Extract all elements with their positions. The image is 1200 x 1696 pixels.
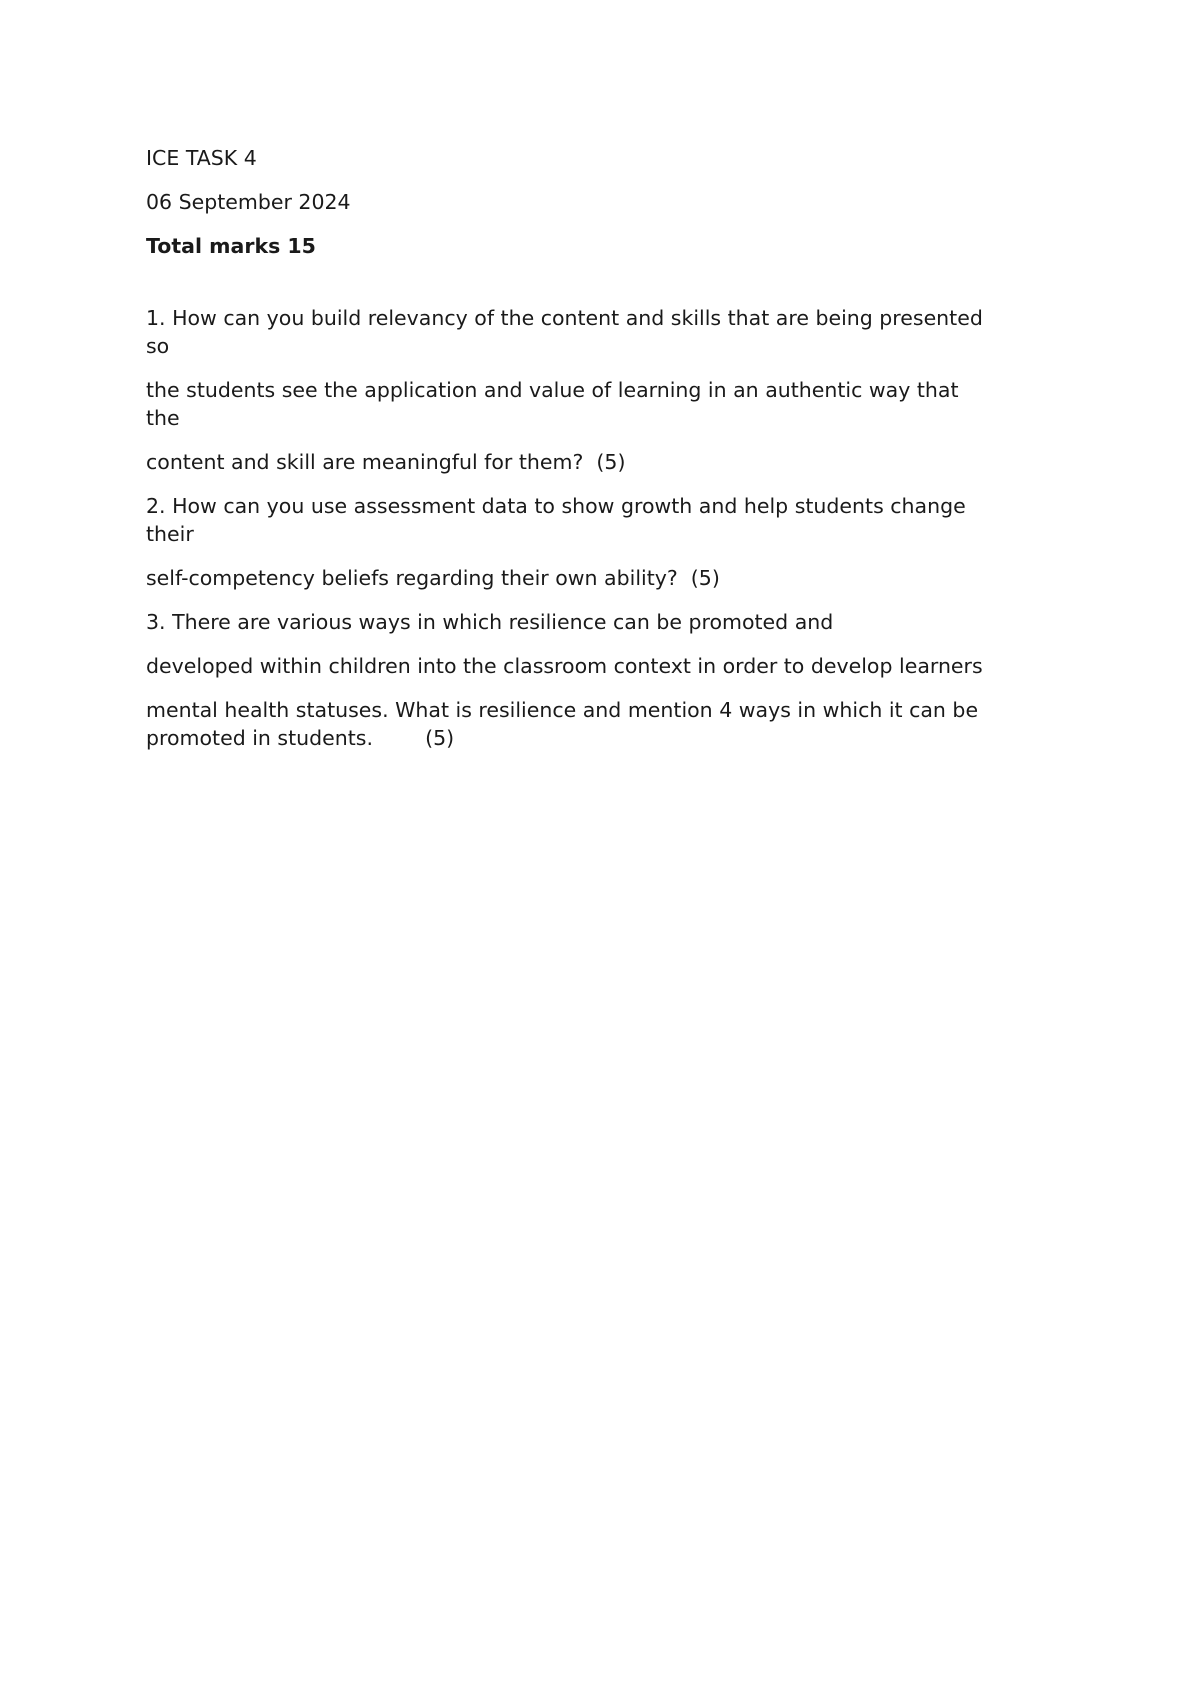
- question-3-paragraph-3: [146, 696, 1076, 752]
- task-date: 06 September 2024: [146, 190, 351, 214]
- task-title: ICE TASK 4: [146, 146, 257, 170]
- question-1-line-1: 1. How can you build relevancy of the content and skills that are being presented: [146, 306, 983, 330]
- question-2-line-1-wrap: their: [146, 522, 194, 546]
- question-1-line-1-wrap: so: [146, 334, 170, 358]
- question-1-paragraph-2: [146, 376, 1076, 432]
- question-1-paragraph-1: [146, 304, 1076, 360]
- question-1-line-3: content and skill are meaningful for them? (5): [146, 450, 626, 474]
- question-2-line-2: self-competency beliefs regarding their own ability? (5): [146, 566, 720, 590]
- document-content: [146, 144, 1076, 768]
- question-3-line-1: 3. There are various ways in which resilience can be promoted and: [146, 610, 834, 634]
- question-1-line-2: the students see the application and value of learning in an authentic way that: [146, 378, 959, 402]
- question-2-line-1: 2. How can you use assessment data to show growth and help students change: [146, 494, 966, 518]
- question-3-line-2: developed within children into the classroom context in order to develop learners: [146, 654, 983, 678]
- question-3-line-3-wrap: promoted in students. (5): [146, 726, 455, 750]
- question-1-line-2-wrap: the: [146, 406, 180, 430]
- question-2-paragraph-1: [146, 492, 1076, 548]
- blank-line: [146, 276, 1076, 304]
- total-marks: Total marks 15: [146, 234, 316, 258]
- question-3-line-3: mental health statuses. What is resilience and mention 4 ways in which it can be: [146, 698, 979, 722]
